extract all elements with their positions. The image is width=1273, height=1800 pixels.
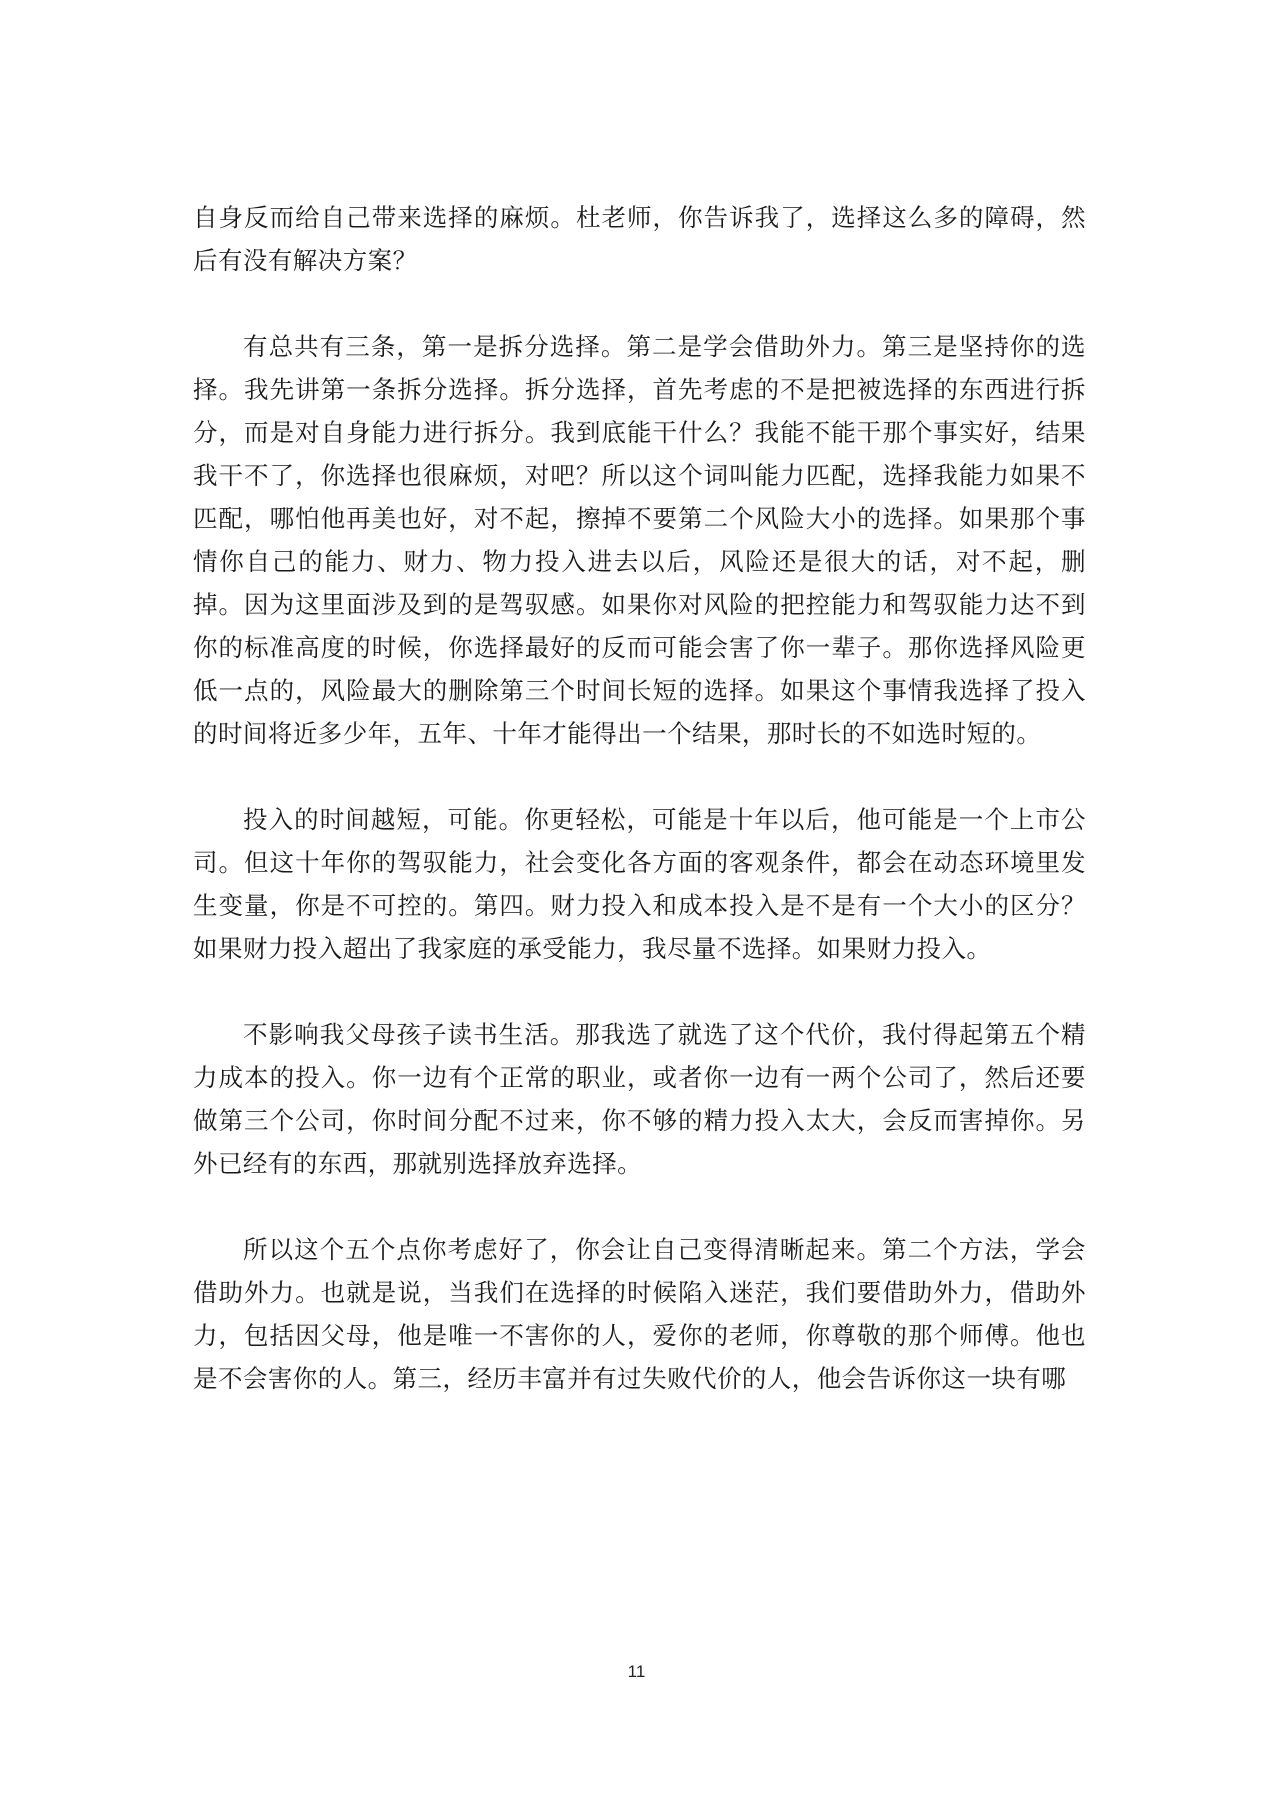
page-number: 11 [627, 1662, 646, 1681]
paragraph: 所以这个五个点你考虑好了，你会让自己变得清晰起来。第二个方法，学会借助外力。也就是说，当我们在选择的时候陷入迷茫，我们要借助外力，借助外力，包括因父母，他是唯一不害你的人，爱你的老师，你尊敬的那个师傅。他也是不会害你的人。第三，经历丰富并有过失败代价的人，他会告诉你这一块有哪 [193, 1235, 1086, 1393]
page-body [193, 196, 1086, 1400]
paragraph: 不影响我父母孩子读书生活。那我选了就选了这个代价，我付得起第五个精力成本的投入。你一边有个正常的职业，或者你一边有一两个公司了，然后还要做第三个公司，你时间分配不过来，你不够的精力投入太大，会反而害掉你。另外已经有的东西，那就别选择放弃选择。 [193, 1020, 1086, 1178]
paragraph: 有总共有三条，第一是拆分选择。第二是学会借助外力。第三是坚持你的选择。我先讲第一条拆分选择。拆分选择，首先考虑的不是把被选择的东西进行拆分，而是对自身能力进行拆分。我到底能干什么？我能不能干那个事实好，结果我干不了，你选择也很麻烦，对吧？所以这个词叫能力匹配，选择我能力如果不匹配，哪怕他再美也好，对不起，擦掉不要第二个风险大小的选择。如果那个事情你自己的能力、财力、物力投入进去以后，风险还是很大的话，对不起，删掉。因为这里面涉及到的是驾驭感。如果你对风险的把控能力和驾驭能力达不到你的标准高度的时候，你选择最好的反而可能会害了你一辈子。那你选择风险更低一点的，风险最大的删除第三个时间长短的选择。如果这个事情我选择了投入的时间将近多少年，五年、十年才能得出一个结果，那时长的不如选时短的。 [193, 332, 1086, 748]
paragraph: 自身反而给自己带来选择的麻烦。杜老师，你告诉我了，选择这么多的障碍，然后有没有解决方案？ [193, 203, 1086, 275]
paragraph: 投入的时间越短，可能。你更轻松，可能是十年以后，他可能是一个上市公司。但这十年你的驾驭能力，社会变化各方面的客观条件，都会在动态环境里发生变量，你是不可控的。第四。财力投入和成本投入是不是有一个大小的区分？如果财力投入超出了我家庭的承受能力，我尽量不选择。如果财力投入。 [193, 805, 1086, 963]
